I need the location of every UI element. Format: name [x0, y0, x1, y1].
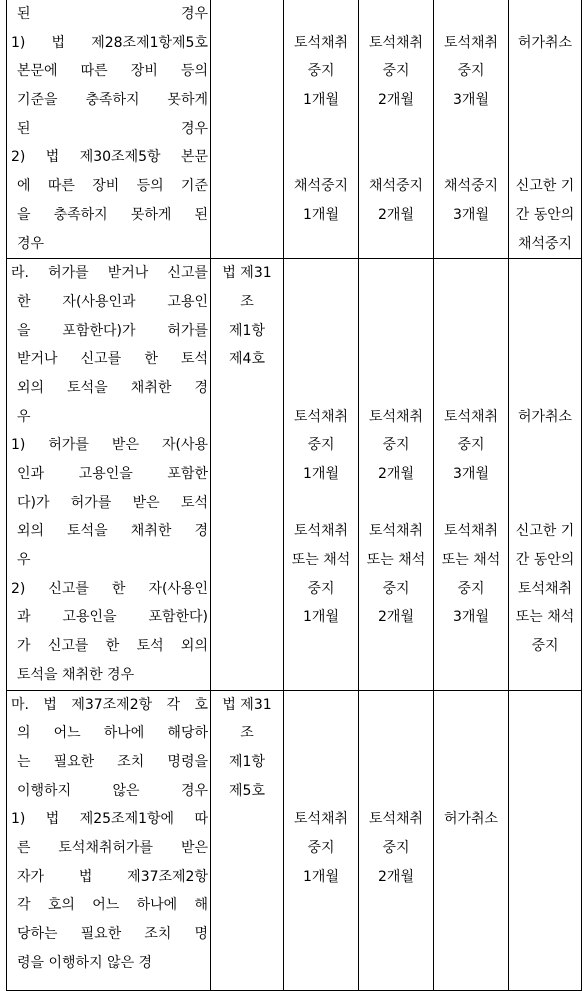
penalty-fourth: [509, 0, 582, 259]
cell-line: [434, 374, 508, 403]
cell-line: [509, 374, 581, 403]
cell-line: 3개월: [453, 206, 489, 223]
cell-line: 중지: [307, 437, 335, 454]
description-line: 는 필요한 조치 명령을: [17, 753, 208, 770]
cell-line: 법 제31: [222, 696, 272, 713]
cell-line: [284, 345, 358, 374]
description-line: 마. 법 제37조제2항 각 호: [11, 696, 208, 713]
cell-line: [434, 748, 508, 777]
penalty-fourth: [509, 259, 582, 690]
penalty-fourth: [509, 690, 582, 990]
cell-line: [509, 345, 581, 374]
cell-line: [284, 748, 358, 777]
cell-line: 조: [240, 293, 254, 310]
cell-line: 중지: [307, 63, 335, 80]
cell-line: [284, 288, 358, 317]
cell-line: 법 제31: [222, 265, 272, 282]
cell-line: [434, 777, 508, 806]
cell-line: [284, 719, 358, 748]
cell-line: [284, 115, 358, 144]
cell-line: [359, 345, 433, 374]
cell-line: 토석채취: [368, 34, 424, 51]
cell-line: [359, 719, 433, 748]
cell-line: [284, 143, 358, 172]
cell-line: 중지: [382, 580, 410, 597]
cell-line: 토석채취: [293, 408, 349, 425]
description-line: 가 신고를 한 토석 외의: [17, 638, 208, 655]
description-line: 각 호의 어느 하나에 해: [17, 897, 208, 914]
cell-line: [359, 259, 433, 288]
cell-line: [359, 777, 433, 806]
penalty-third: [434, 0, 509, 259]
cell-line: 토석채취: [443, 34, 499, 51]
cell-line: [359, 143, 433, 172]
cell-line: 제1항: [229, 322, 265, 339]
cell-line: 또는 채석: [515, 609, 575, 626]
cell-line: 1개월: [303, 466, 339, 482]
cell-line: 중지: [382, 839, 410, 856]
violation-description: [7, 0, 211, 259]
cell-line: [509, 288, 581, 317]
penalty-second: [359, 259, 434, 690]
cell-line: 토석채취: [293, 523, 349, 540]
cell-line: 또는 채석: [366, 552, 426, 569]
cell-line: 토석채취: [517, 580, 573, 597]
cell-line: [284, 777, 358, 806]
cell-line: 중지: [307, 580, 335, 597]
cell-line: 토석채취: [293, 811, 349, 828]
penalty-first: [284, 259, 359, 690]
cell-line: [434, 719, 508, 748]
description-line: 의 어느 하나에 해당하: [17, 725, 208, 742]
cell-line: 허가취소: [443, 811, 499, 828]
cell-line: 토석채취: [293, 34, 349, 51]
cell-line: [509, 143, 581, 172]
cell-line: 중지: [457, 437, 485, 454]
cell-line: 토석채취: [368, 408, 424, 425]
cell-line: [359, 691, 433, 720]
cell-line: 2개월: [378, 92, 414, 109]
description-line: 자가 법 제37조제2항: [17, 868, 208, 885]
cell-line: 신고한 기: [515, 178, 575, 195]
cell-line: [359, 317, 433, 346]
description-line: 기준을 충족하지 못하게: [17, 92, 208, 109]
description-line: 을 포함한다)가 허가를: [17, 322, 208, 339]
description-line: 받거나 신고를 한 토석: [17, 351, 208, 368]
cell-line: 채석중지: [293, 178, 349, 195]
description-line: 1) 법 제25조제1항에 따: [11, 811, 208, 828]
description-line: 1) 법 제28조제1항제5호: [11, 34, 208, 51]
cell-line: 채석중지: [368, 178, 424, 195]
cell-line: 2개월: [378, 466, 414, 482]
description-line: 른 토석채취허가를 받은: [17, 839, 208, 856]
cell-line: [434, 0, 508, 29]
cell-line: 3개월: [453, 92, 489, 109]
cell-line: [359, 489, 433, 518]
cell-line: [284, 317, 358, 346]
cell-line: 토석채취: [368, 523, 424, 540]
cell-line: [434, 345, 508, 374]
description-line: 당하는 필요한 조치 명: [17, 926, 208, 942]
cell-line: 간 동안의: [515, 552, 575, 569]
cell-line: 1개월: [303, 609, 339, 626]
description-line: 과 고용인을 포함한다): [17, 609, 208, 626]
description-line: 우: [17, 408, 31, 425]
cell-line: [434, 489, 508, 518]
cell-line: 토석채취: [443, 408, 499, 425]
cell-line: [509, 259, 581, 288]
cell-line: [284, 259, 358, 288]
penalty-table: [6, 0, 582, 991]
cell-line: 중지: [531, 638, 559, 655]
table-row: [7, 690, 582, 990]
cell-line: [434, 288, 508, 317]
cell-line: 토석채취: [368, 811, 424, 828]
cell-line: [509, 317, 581, 346]
description-line: 우: [17, 552, 31, 569]
cell-line: [284, 691, 358, 720]
description-line: 2) 법 제30조제5항 본문: [11, 149, 208, 166]
cell-line: 신고한 기: [515, 523, 575, 540]
cell-line: [434, 317, 508, 346]
cell-line: 중지: [457, 580, 485, 597]
cell-line: [509, 57, 581, 86]
cell-line: 1개월: [303, 868, 339, 885]
cell-line: 3개월: [453, 609, 489, 626]
description-line: 1) 허가를 받은 자(사용: [11, 437, 208, 454]
penalty-third: [434, 259, 509, 690]
description-line: 인과 고용인을 포함한: [17, 466, 208, 482]
legal-basis: [211, 259, 284, 690]
cell-line: [359, 0, 433, 29]
cell-line: 간 동안의: [515, 206, 575, 223]
cell-line: 1개월: [303, 206, 339, 223]
cell-line: [359, 374, 433, 403]
cell-line: [434, 115, 508, 144]
cell-line: [359, 115, 433, 144]
legal-basis: [211, 690, 284, 990]
cell-line: 채석중지: [443, 178, 499, 195]
cell-line: [284, 489, 358, 518]
description-line: 외의 토석을 채취한 경: [17, 379, 208, 396]
cell-line: 2개월: [378, 206, 414, 223]
description-line: 한 자(사용인과 고용인: [17, 293, 208, 310]
violation-description: [7, 690, 211, 990]
cell-line: [509, 489, 581, 518]
cell-line: 또는 채석: [441, 552, 501, 569]
cell-line: 2개월: [378, 868, 414, 885]
cell-line: 중지: [307, 839, 335, 856]
description-line: 토석을 채취한 경우: [17, 666, 135, 683]
penalty-first: [284, 690, 359, 990]
cell-line: [509, 431, 581, 460]
cell-line: [434, 259, 508, 288]
cell-line: [509, 86, 581, 115]
description-line: 다)가 허가를 받은 토석: [17, 494, 208, 511]
cell-line: 중지: [382, 63, 410, 80]
cell-line: [509, 460, 581, 489]
cell-line: 1개월: [303, 92, 339, 109]
table-row: [7, 259, 582, 690]
cell-line: 제5호: [229, 782, 265, 799]
cell-line: 중지: [382, 437, 410, 454]
cell-line: [284, 0, 358, 29]
cell-line: [284, 374, 358, 403]
penalty-second: [359, 0, 434, 259]
penalty-second: [359, 690, 434, 990]
description-line: 본문에 따른 장비 등의: [17, 63, 208, 80]
description-line: 외의 토석을 채취한 경: [17, 523, 208, 540]
cell-line: 2개월: [378, 609, 414, 626]
cell-line: 허가취소: [517, 408, 573, 425]
penalty-first: [284, 0, 359, 259]
legal-basis: [211, 0, 284, 259]
cell-line: 허가취소: [517, 34, 573, 51]
penalty-third: [434, 690, 509, 990]
cell-line: [359, 288, 433, 317]
cell-line: 또는 채석: [291, 552, 351, 569]
cell-line: [434, 143, 508, 172]
description-line: 라. 허가를 받거나 신고를: [11, 265, 208, 282]
table-row: [7, 0, 582, 259]
cell-line: 제1항: [229, 753, 265, 770]
description-line: 을 충족하지 못하게 된: [17, 206, 208, 223]
violation-description: [7, 259, 211, 690]
cell-line: 토석채취: [443, 523, 499, 540]
description-line: 에 따른 장비 등의 기준: [17, 178, 208, 195]
description-line: 경우: [17, 235, 45, 252]
description-line: 된 경우: [17, 120, 208, 137]
cell-line: 3개월: [453, 466, 489, 482]
description-line: 이행하지 않은 경우: [17, 782, 208, 799]
cell-line: 제4호: [229, 351, 265, 368]
description-line: 2) 신고를 한 자(사용인: [11, 580, 208, 597]
description-line: 령을 이행하지 않은 경: [17, 954, 153, 971]
cell-line: [434, 691, 508, 720]
cell-line: [359, 748, 433, 777]
cell-line: [509, 115, 581, 144]
cell-line: [509, 0, 581, 29]
description-line: 된 경우: [17, 6, 208, 22]
cell-line: 중지: [457, 63, 485, 80]
cell-line: 채석중지: [517, 235, 573, 252]
cell-line: 조: [240, 725, 254, 742]
